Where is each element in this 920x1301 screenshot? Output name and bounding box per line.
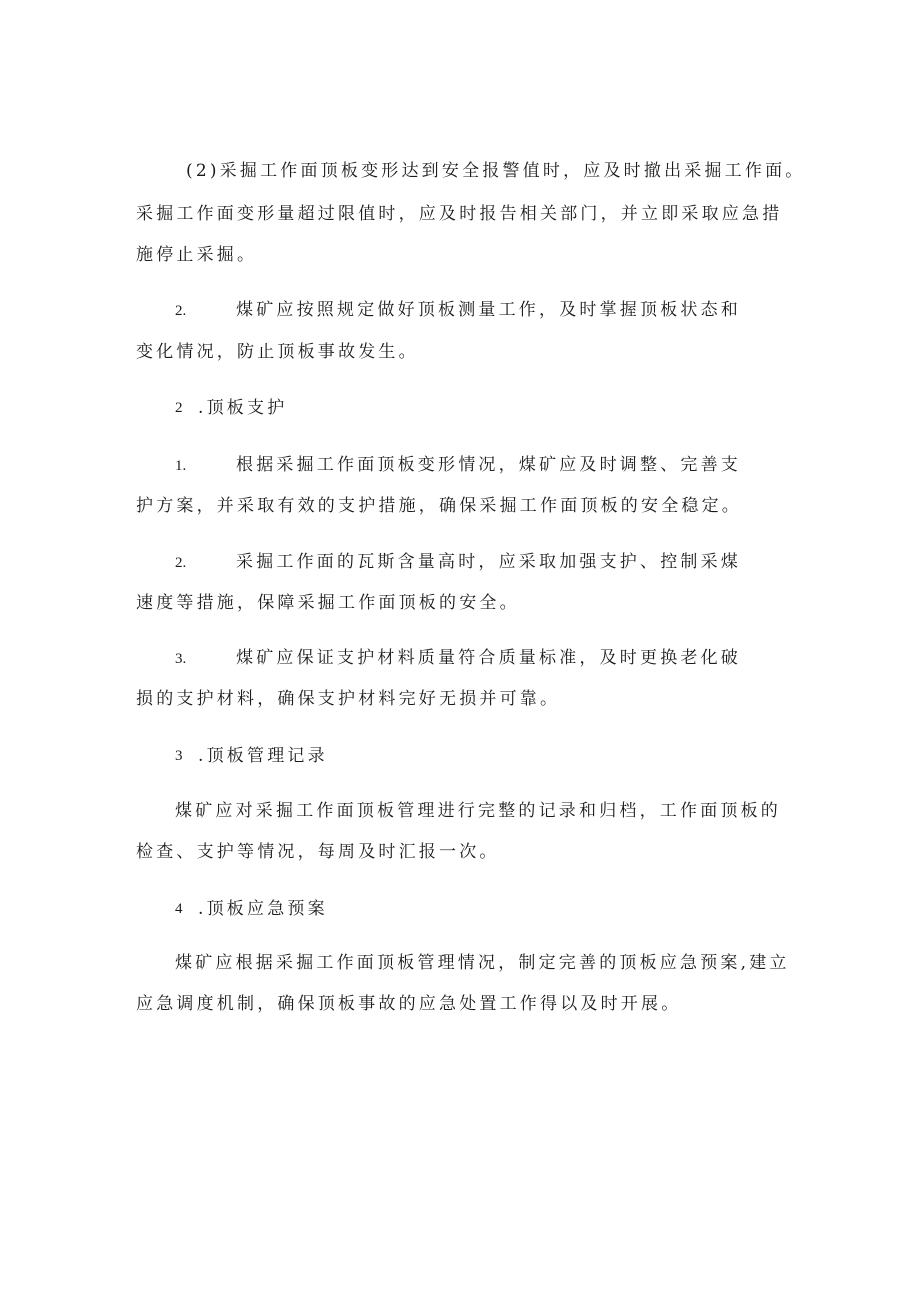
paragraph-3-line-2: 检查、支护等情况，每周及时汇报一次。 (136, 842, 500, 862)
paragraph-4-line-2: 应急调度机制，确保顶板事故的应急处置工作得以及时开展。 (136, 994, 682, 1014)
list-item-line-1: 煤矿应保证支护材料质量符合质量标准，及时更换老化破 (236, 648, 741, 668)
section-number: 4 (175, 901, 183, 917)
section-number: 3 (175, 748, 183, 764)
section-heading: .顶板应急预案 (198, 899, 328, 919)
section-heading: .顶板管理记录 (198, 746, 328, 766)
section-number: 2 (175, 400, 183, 416)
list-number: 1. (175, 458, 187, 474)
list-item-line-2: 速度等措施，保障采掘工作面顶板的安全。 (136, 593, 520, 613)
list-item-line-1: 采掘工作面的瓦斯含量高时，应采取加强支护、控制采煤 (236, 552, 741, 572)
paragraph-1-line-1: (2)采掘工作面顶板变形达到安全报警值时，应及时撤出采掘工作面。 (186, 161, 806, 181)
list-item-line-1: 根据采掘工作面顶板变形情况，煤矿应及时调整、完善支 (236, 455, 741, 475)
list-number: 3. (175, 651, 187, 667)
paragraph-3-line-1: 煤矿应对采掘工作面顶板管理进行完整的记录和归档，工作面顶板的 (175, 801, 781, 821)
list-number: 2. (175, 303, 187, 319)
list-item-line-2: 护方案，并采取有效的支护措施，确保采掘工作面顶板的安全稳定。 (136, 496, 742, 516)
section-heading: .顶板支护 (198, 398, 288, 418)
list-item-line-1: 煤矿应按照规定做好顶板测量工作，及时掌握顶板状态和 (236, 300, 741, 320)
list-item-line-2: 损的支护材料，确保支护材料完好无损并可靠。 (136, 689, 561, 709)
list-item-line-2: 变化情况，防止顶板事故发生。 (136, 342, 419, 362)
paragraph-1-line-3: 施停止采掘。 (136, 245, 258, 265)
list-number: 2. (175, 555, 187, 571)
paragraph-1-line-2: 采掘工作面变形量超过限值时，应及时报告相关部门，并立即采取应急措 (136, 204, 783, 224)
paragraph-4-line-1: 煤矿应根据采掘工作面顶板管理情况，制定完善的顶板应急预案,建立 (175, 953, 790, 973)
